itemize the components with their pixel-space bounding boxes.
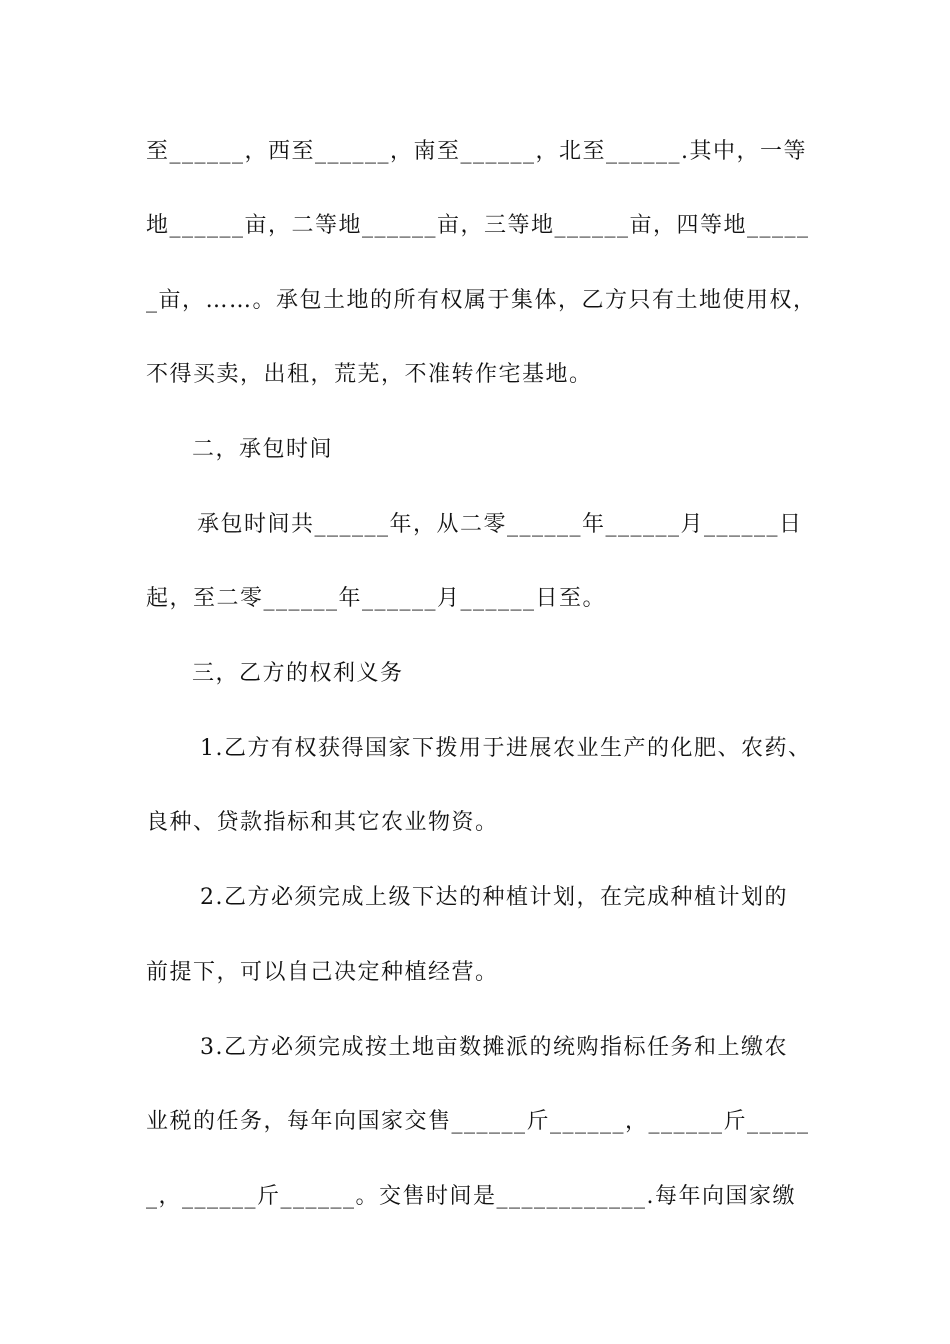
paragraph-line: _，______斤______。交售时间是____________.每年向国家缴 bbox=[146, 1184, 796, 1209]
paragraph-line: 承包时间共______年，从二零______年______月______日 bbox=[197, 512, 803, 537]
list-item-line: 1.乙方有权获得国家下拨用于进展农业生产的化肥、农药、 bbox=[200, 736, 812, 761]
list-item-line: 3.乙方必须完成按土地亩数摊派的统购指标任务和上缴农 bbox=[200, 1035, 788, 1060]
list-item-line: 2.乙方必须完成上级下达的种植计划，在完成种植计划的 bbox=[200, 885, 788, 910]
paragraph-line: 业税的任务，每年向国家交售______斤______，______斤_____ bbox=[146, 1109, 810, 1134]
paragraph-line: _亩，……。承包土地的所有权属于集体，乙方只有土地使用权， bbox=[146, 288, 817, 313]
section-heading: 三，乙方的权利义务 bbox=[192, 661, 404, 686]
section-heading: 二，承包时间 bbox=[192, 437, 334, 462]
paragraph-line: 不得买卖，出租，荒芜，不准转作宅基地。 bbox=[146, 362, 593, 387]
paragraph-line: 良种、贷款指标和其它农业物资。 bbox=[146, 810, 499, 835]
paragraph-line: 至______，西至______，南至______，北至______.其中，一等 bbox=[146, 139, 807, 164]
paragraph-line: 起，至二零______年______月______日至。 bbox=[146, 586, 607, 611]
paragraph-line: 地______亩，二等地______亩，三等地______亩，四等地_____ bbox=[146, 213, 810, 238]
paragraph-line: 前提下，可以自己决定种植经营。 bbox=[146, 960, 499, 985]
